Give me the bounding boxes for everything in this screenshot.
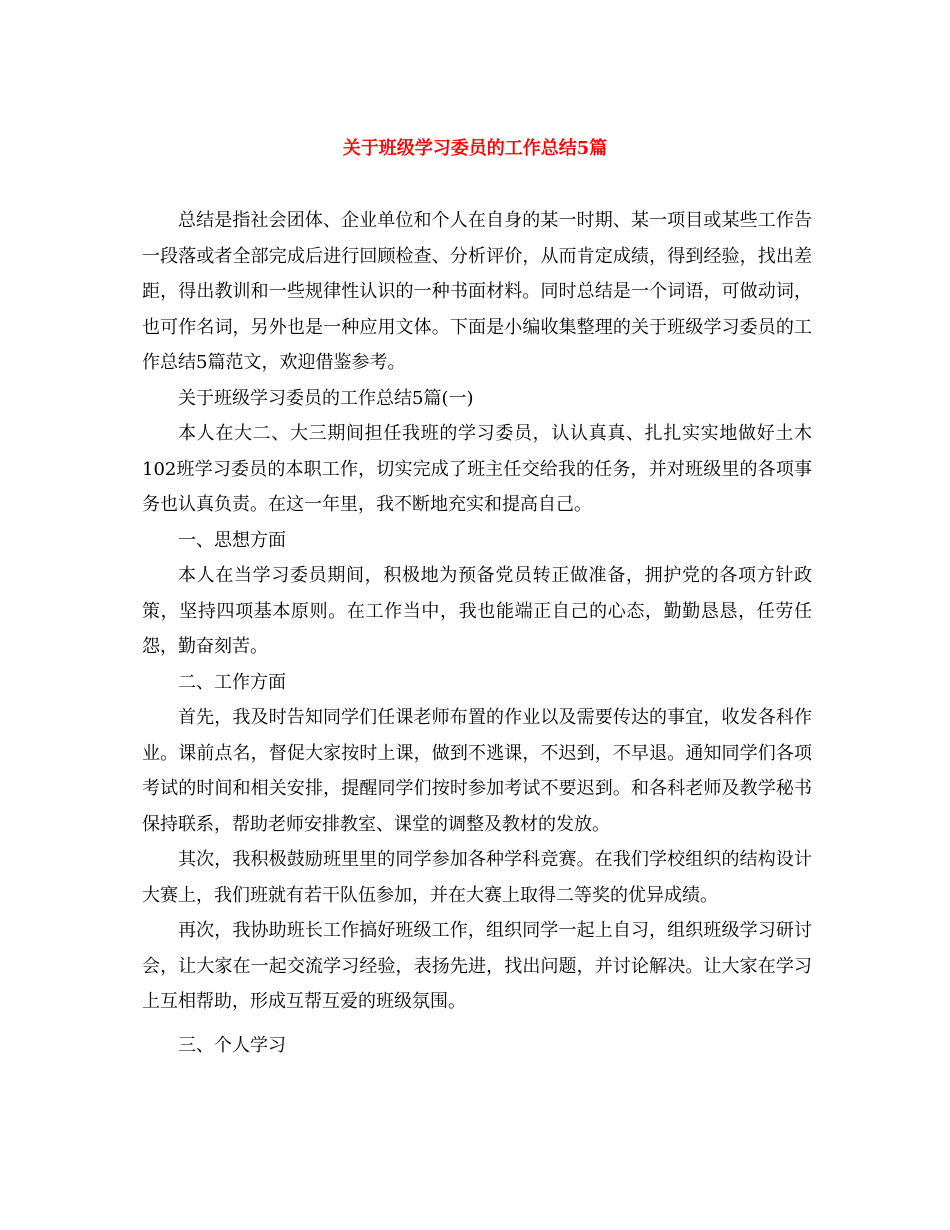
body-paragraph: 其次，我积极鼓励班里里的同学参加各种学科竞赛。在我们学校组织的结构设计大赛上，我们班就有若干队伍参加，并在大赛上取得二等奖的优异成绩。 <box>142 849 812 906</box>
subheading-personal-study: 三、个人学习 <box>178 1034 286 1056</box>
body-paragraph: 本人在大二、大三期间担任我班的学习委员，认认真真、扎扎实实地做好土木102班学习委员的本职工作，切实完成了班主任交给我的任务，并对班级里的各项事务也认真负责。在这一年里，我不断地充实和提高自己。 <box>142 423 812 515</box>
body-paragraph: 再次，我协助班长工作搞好班级工作，组织同学一起上自习，组织班级学习研讨会，让大家在一起交流学习经验，表扬先进，找出问题，并讨论解决。让大家在学习上互相帮助，形成互帮互爱的班级氛围。 <box>142 920 812 1012</box>
body-paragraph: 首先，我及时告知同学们任课老师布置的作业以及需要传达的事宜，收发各科作业。课前点名，督促大家按时上课，做到不逃课，不迟到，不早退。通知同学们各项考试的时间和相关安排，提醒同学们按时参加考试不要迟到。和各科老师及教学秘书保持联系，帮助老师安排教室、课堂的调整及教材的发放。 <box>142 707 812 835</box>
subheading-thought: 一、思想方面 <box>178 529 286 551</box>
body-paragraph: 本人在当学习委员期间，积极地为预备党员转正做准备，拥护党的各项方针政策，坚持四项基本原则。在工作当中，我也能端正自己的心态，勤勤恳恳，任劳任怨，勤奋刻苦。 <box>142 565 812 657</box>
subheading-work: 二、工作方面 <box>178 671 286 693</box>
document-title: 关于班级学习委员的工作总结5篇 <box>342 138 608 159</box>
document-body <box>142 203 812 1063</box>
intro-paragraph: 总结是指社会团体、企业单位和个人在自身的某一时期、某一项目或某些工作告一段落或者全部完成后进行回顾检查、分析评价，从而肯定成绩，得到经验，找出差距，得出教训和一些规律性认识的一种书面材料。同时总结是一个词语，可做动词，也可作名词，另外也是一种应用文体。下面是小编收集整理的关于班级学习委员的工作总结5篇范文，欢迎借鉴参考。 <box>142 210 812 373</box>
section-heading-1: 关于班级学习委员的工作总结5篇(一) <box>178 387 474 409</box>
